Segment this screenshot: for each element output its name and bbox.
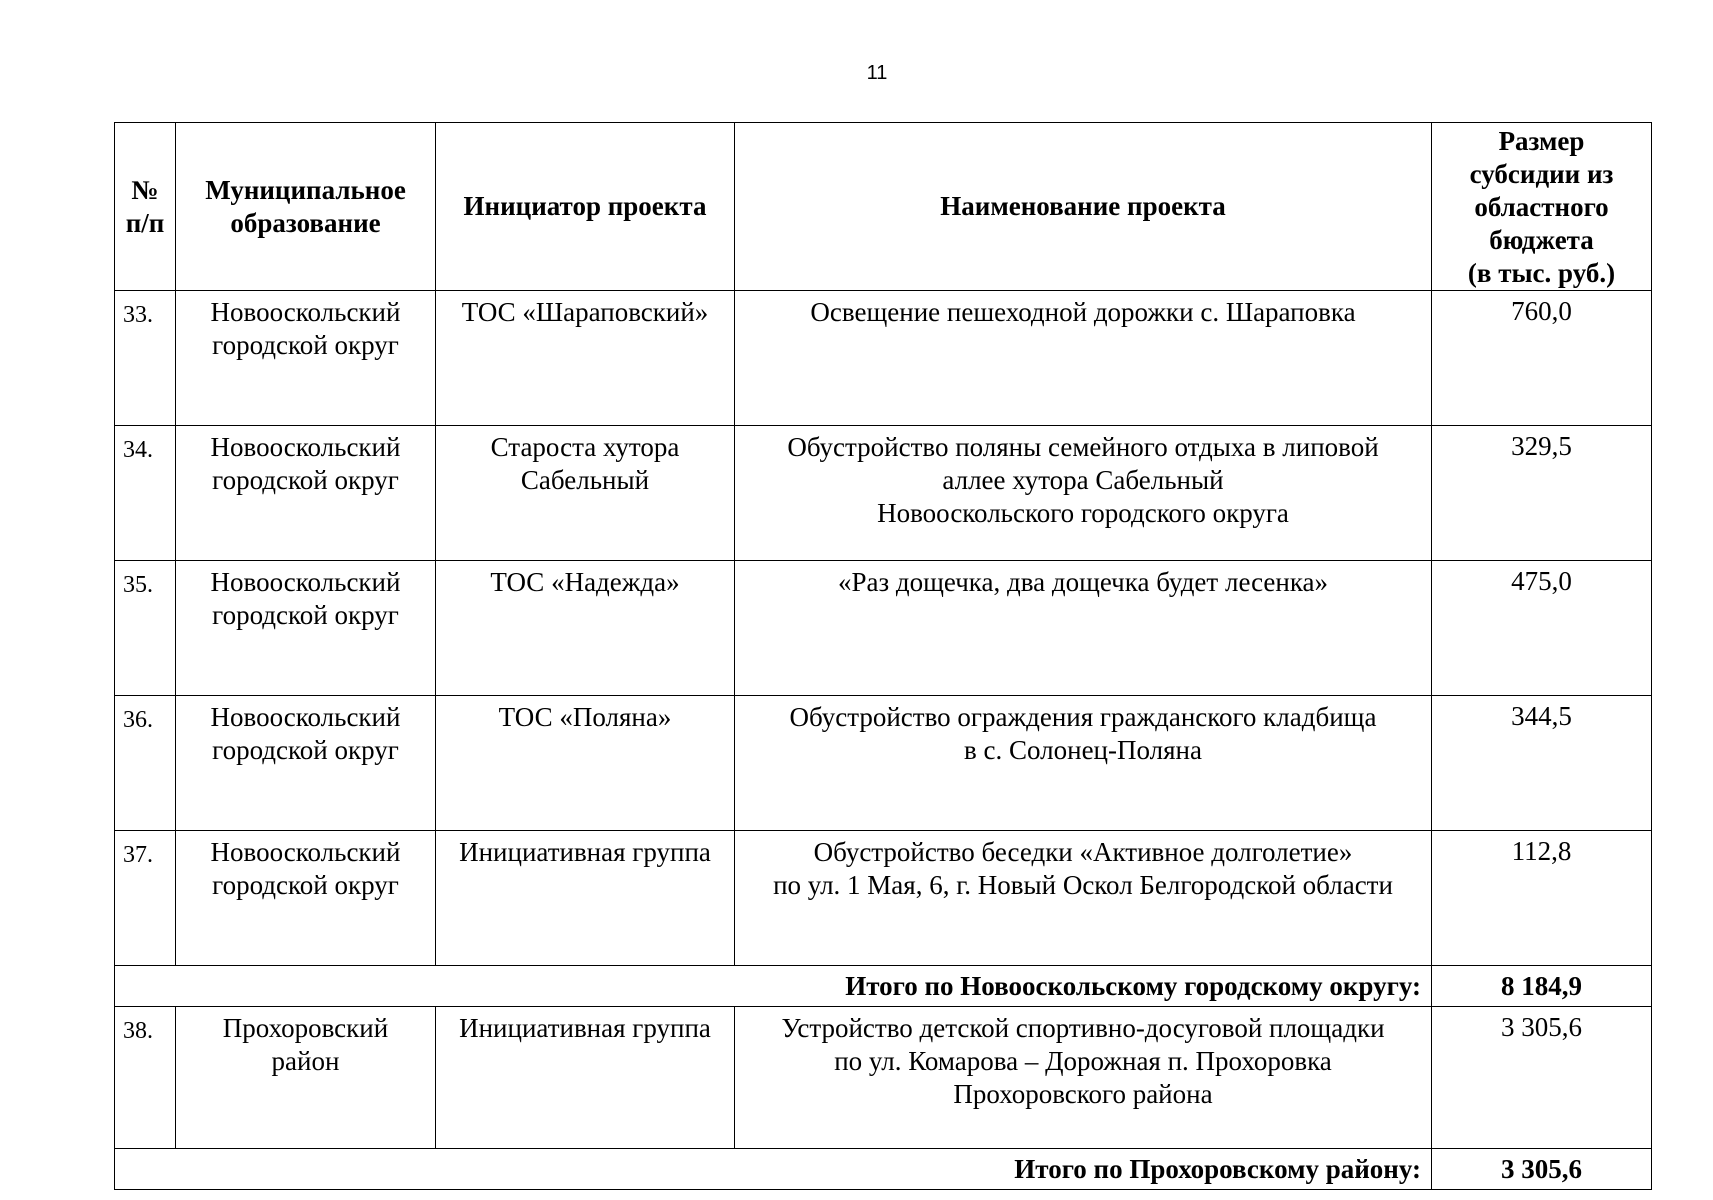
row-num: 38. [115,1007,176,1149]
row-municipality: Новооскольский городской округ [176,561,436,696]
header-num: № п/п [115,123,176,291]
row-amount: 329,5 [1432,426,1652,561]
row-initiator: Староста хутора Сабельный [436,426,735,561]
subsidy-table [114,122,1652,1190]
table-row [115,696,1652,831]
header-municipality: Муниципальное образование [176,123,436,291]
row-num: 33. [115,291,176,426]
row-project: «Раз дощечка, два дощечка будет лесенка» [735,561,1432,696]
subtotal-value: 3 305,6 [1432,1149,1652,1190]
row-amount: 760,0 [1432,291,1652,426]
subtotal-row [115,966,1652,1007]
subtotal-label: Итого по Прохоровскому району: [115,1149,1432,1190]
table-row [115,561,1652,696]
row-amount: 3 305,6 [1432,1007,1652,1149]
table-row [115,1007,1652,1149]
row-num: 36. [115,696,176,831]
row-amount: 344,5 [1432,696,1652,831]
header-initiator: Инициатор проекта [436,123,735,291]
row-initiator: Инициативная группа [436,1007,735,1149]
row-municipality: Новооскольский городской округ [176,426,436,561]
row-amount: 112,8 [1432,831,1652,966]
row-num: 35. [115,561,176,696]
row-initiator: ТОС «Шараповский» [436,291,735,426]
table-row [115,426,1652,561]
page-number: 11 [866,62,888,84]
header-amount: Размер субсидии из областного бюджета (в тыс. руб.) [1432,123,1652,291]
header-project: Наименование проекта [735,123,1432,291]
subtotal-value: 8 184,9 [1432,966,1652,1007]
row-municipality: Новооскольский городской округ [176,831,436,966]
row-initiator: ТОС «Поляна» [436,696,735,831]
table-row [115,291,1652,426]
row-municipality: Новооскольский городской округ [176,696,436,831]
row-initiator: ТОС «Надежда» [436,561,735,696]
row-municipality: Новооскольский городской округ [176,291,436,426]
subtotal-label: Итого по Новооскольскому городскому округу: [115,966,1432,1007]
row-project: Обустройство ограждения гражданского кладбища в с. Солонец-Поляна [735,696,1432,831]
row-amount: 475,0 [1432,561,1652,696]
header-row [115,123,1652,291]
subtotal-row [115,1149,1652,1190]
table-row [115,831,1652,966]
row-project: Обустройство беседки «Активное долголетие» по ул. 1 Мая, 6, г. Новый Оскол Белгородской области [735,831,1432,966]
row-num: 34. [115,426,176,561]
row-project: Освещение пешеходной дорожки с. Шараповка [735,291,1432,426]
row-project: Устройство детской спортивно-досуговой площадки по ул. Комарова – Дорожная п. Прохоровка Прохоровского района [735,1007,1432,1149]
row-initiator: Инициативная группа [436,831,735,966]
row-municipality: Прохоровский район [176,1007,436,1149]
row-project: Обустройство поляны семейного отдыха в липовой аллее хутора Сабельный Новооскольского городского округа [735,426,1432,561]
row-num: 37. [115,831,176,966]
